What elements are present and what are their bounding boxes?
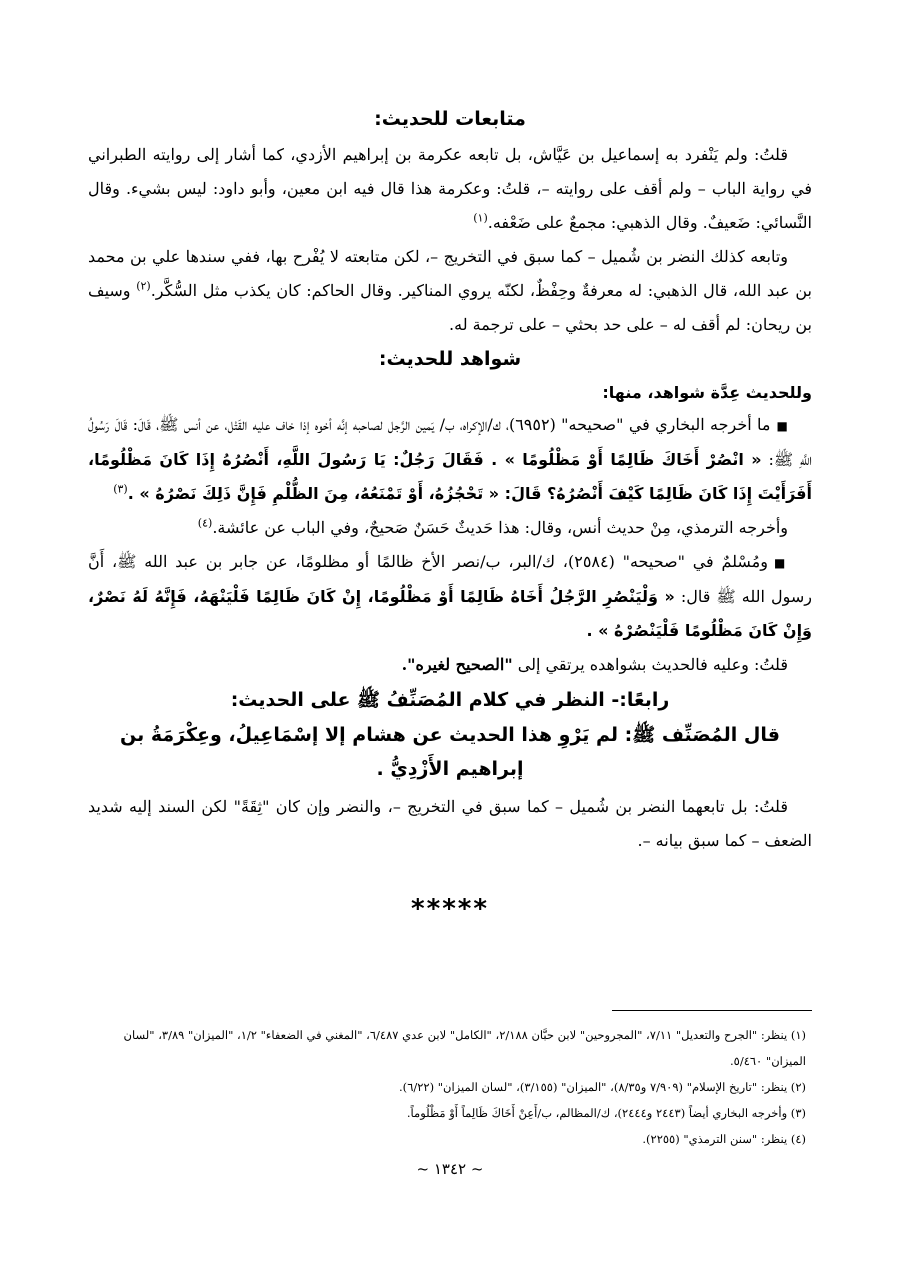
bullet-icon: ■ xyxy=(773,556,788,570)
page-body xyxy=(88,108,812,924)
footnote-1: (١) ينظر: "الجرح والتعديل" ٧/١١، "المجروحين" لابن حبَّان ٢/١٨٨، "الكامل" لابن عدي ٦/٤٨٧، "المغني في الضعفاء" ١/٢، "الميزان" ٣/٨٩، "لسان الميزان" ٥/٤٦٠. xyxy=(123,1028,806,1068)
footnote-2: (٢) ينظر: "تاريخ الإسلام" (٧/٩٠٩ و٨/٣٥)، "الميزان" (٣/١٥٥)، "لسان الميزان" (٦/٢٢). xyxy=(399,1080,806,1094)
paragraph-nadr xyxy=(88,240,812,342)
footnote-divider xyxy=(612,1010,812,1011)
heading-witnesses: شواهد للحديث: xyxy=(378,348,522,370)
witness-bukhari xyxy=(88,408,812,511)
footnote-ref-2[interactable]: (٢) xyxy=(136,279,151,293)
witness-bukhari-text: ما أخرجه البخاري في "صحيحه" (٦٩٥٢)، ك/الإكراه، ب/ يَمين الرَّجل لصاحبه إنَّه أخوه إذا خاف عليه القَتْل، عن أنس ﷺ، قَالَ: قَالَ رَسُولُ اللَّهِ ﷺ: xyxy=(88,415,813,469)
heading-fourth-section: رابعًا:- النظر في كلام المُصَنِّفُ ﷺ على الحديث: xyxy=(230,689,670,711)
witness-tirmidhi-text: وأخرجه الترمذي، مِنْ حديث أنس، وقال: هذا حَديثٌ حَسَنٌ صَحيحٌ، وفي الباب عن عائشة. xyxy=(212,518,788,537)
footnote-ref-1[interactable]: (١) xyxy=(473,211,488,225)
footnote-ref-3[interactable]: (٣) xyxy=(113,482,128,496)
page-number: ~ ١٣٤٢ ~ xyxy=(416,1160,484,1178)
footnote-ref-4[interactable]: (٤) xyxy=(197,516,213,530)
heading-followups: متابعات للحديث: xyxy=(374,108,526,130)
witness-conclusion xyxy=(88,648,812,682)
paragraph-final: قلتُ: بل تابعهما النضر بن شُميل – كما سبق في التخريج –، والنضر وإن كان "ثِقَةً" لكن السند إليه شديد الضعف – كما سبق بيانه –. xyxy=(88,797,812,850)
paragraph-ismail xyxy=(88,138,812,240)
witness-bukhari-quote: « انْصُرْ أَخَاكَ ظَالِمًا أَوْ مَظْلُومًا » . فَقَالَ رَجُلٌ: يَا رَسُولَ اللَّهِ، أَنْصُرُهُ إِذَا كَانَ مَظْلُومًا، أَفَرَأَيْتَ إِذَا كَانَ ظَالِمًا كَيْفَ أَنْصُرُهُ؟ قَالَ: « تَحْجُزُهُ، أَوْ تَمْنَعُهُ، مِنَ الظُّلْمِ فَإِنَّ ذَلِكَ نَصْرُهُ » . xyxy=(88,450,812,503)
witness-muslim-text: ومُسْلمٌ في "صحيحه" (٢٥٨٤)، ك/البر، ب/نصر الأخ ظالمًا أو مظلومًا، عن جابر بن عبد الله ﷺ، أَنَّ رسول الله ﷺ قال: xyxy=(88,552,813,606)
footnotes xyxy=(88,1022,812,1152)
witness-conclusion-lead: قلتُ: وعليه فالحديث بشواهده يرتقي إلى xyxy=(517,655,788,674)
witness-muslim xyxy=(88,545,812,648)
footnote-4: (٤) ينظر: "سنن الترمذي" (٢٢٥٥). xyxy=(642,1132,806,1146)
paragraph-nadr-tail: وسيف بن ريحان: لم أقف له – على حد بحثي – على ترجمة له. xyxy=(88,281,812,334)
witness-conclusion-grade: "الصحيح لغيره". xyxy=(401,655,513,674)
witnesses-intro: وللحديث عِدَّة شواهد، منها: xyxy=(602,383,812,402)
witness-tirmidhi xyxy=(88,511,812,545)
section-separator-stars: ***** xyxy=(411,894,489,924)
paragraph-nadr-text: وتابعه كذلك النضر بن شُميل – كما سبق في التخريج –، لكن متابعته لا يُفْرح بها، ففي سندها علي بن محمد بن عبد الله، قال الذهبي: له معرفةٌ وحِفْظٌ، لكنّه يروي المناكير. وقال الحاكم: كان يكذب مثل السُّكَّر. xyxy=(88,247,813,300)
paragraph-ismail-text: قلتُ: ولم يَنْفرد به إسماعيل بن عَيَّاش، بل تابعه عكرمة بن إبراهيم الأزدي، كما أشار إلى روايته الطبراني في رواية الباب – ولم أقف على روايته –، قلتُ: وعكرمة هذا قال فيه ابن معين، وأبو داود: ليس بشيء. وقال النَّسائي: ضَعيفٌ. وقال الذهبي: مجمعٌ على ضَعْفه. xyxy=(88,145,812,232)
bullet-icon: ■ xyxy=(776,419,789,433)
witness-muslim-quote: « وَلْيَنْصُرِ الرَّجُلُ أَخَاهُ ظَالِمًا أَوْ مَظْلُومًا، إِنْ كَانَ ظَالِمًا فَلْيَنْهَهُ، فَإِنَّهُ لَهُ نَصْرٌ، وَإِنْ كَانَ مَظْلُومًا فَلْيَنْصُرْهُ » . xyxy=(88,587,812,640)
footnote-3: (٣) وأخرجه البخاري أيضاً (٢٤٤٣ و٢٤٤٤)، ك/المظالم، ب/أَعِنْ أَخَاكَ ظَالِماً أَوْ مَظْلُوماً. xyxy=(406,1106,806,1120)
author-statement: قال المُصَنِّف ﷺ: لم يَرْوِ هذا الحديث عن هشام إلا إسْمَاعِيلُ، وعِكْرَمَةُ بن إبراهيم الأَزْدِيُّ . xyxy=(120,724,780,780)
